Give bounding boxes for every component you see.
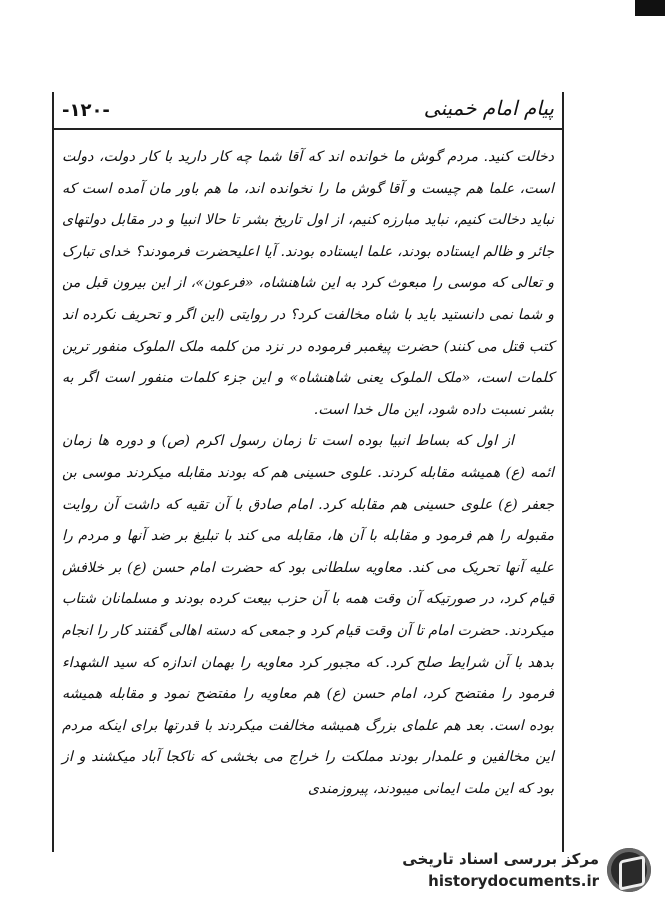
- paragraph-1: دخالت کنید. مردم گوش ما خوانده اند که آقا شما چه کار دارید با کار دولت، دولت است، علما هم چیست و آقا گوش ما را نخوانده اند، ما هم باور مان آمده است که نباید دخالت کنیم، نباید مبارزه کنیم، از اول تاریخ بشر تا حالا انبیا و در مقابل دولتهای جائر و ظالم ایستاده بودند، علما ایستاده بودند. آیا اعلیحضرت فرمودند؟ خدای تبارک و تعالی که موسی را مبعوث کرد به این شاهنشاه، «فرعون»، از این بیرون قبل من و شما نمی دانستید باید با شاه مخالفت کرد؟ در روایتی (این اگر و تحریف نکرده اند کتب قتل می کنند) حضرت پیغمبر فرموده در نزد من کلمه ملک الملوک منفور ترین کلمات است، «ملک الملوک یعنی شاهنشاه» و این جزء کلمات منفور است اگر به بشر نسبت داده شود، این مال خدا است.: [62, 149, 554, 418]
- watermark: [391, 848, 651, 896]
- page-title: پیام امام خمینی: [423, 96, 554, 120]
- watermark-name: مرکز بررسی اسناد تاریخی: [402, 850, 599, 868]
- scan-corner-mark: [635, 0, 665, 16]
- page-number: -۱۲۰-: [62, 100, 110, 121]
- watermark-site: historydocuments.ir: [428, 872, 599, 890]
- page-header: [52, 92, 564, 130]
- archive-logo-icon: [607, 848, 651, 892]
- paragraph-2: از اول که بساط انبیا بوده است تا زمان رسول اکرم (ص) و دوره ها زمان ائمه (ع) همیشه مقابله کردند. علوی حسینی هم که بودند مقابله میکردند موسی بن جعفر (ع) علوی حسینی هم مقابله کرد. امام صادق با آن تقیه که داشت آن روایت مقبوله را هم فرمود و مقابله با آن ها، مقابله می کند با تبلیغ بر ضد آنها و مردم را علیه آنها تحریک می کند. معاویه سلطانی بود که حضرت امام حسن (ع) بر خلافش قیام کرد، در صورتیکه آن وقت همه با آن حزب بیعت کرده بودند و مسلمانان شتاب میکردند. حضرت امام تا آن وقت قیام کرد و جمعی که دسته اهالی گفتند کار را انجام بدهد با آن شرایط صلح کرد. که مجبور کرد معاویه را بهمان اندازه که سید الشهداء فرمود را مفتضح کرد، امام حسن (ع) هم معاویه را مفتضح نمود و مقابله همیشه بوده است. بعد هم علمای بزرگ همیشه مخالفت میکردند با قدرتها برای اینکه مردم این مخالفین و علمدار بودند مملکت را خراج می بخشی که ناکجا آباد میکشند و از بود که این ملت ایمانی میبودند، پیروزمندی: [62, 433, 554, 797]
- document-body: [62, 142, 554, 805]
